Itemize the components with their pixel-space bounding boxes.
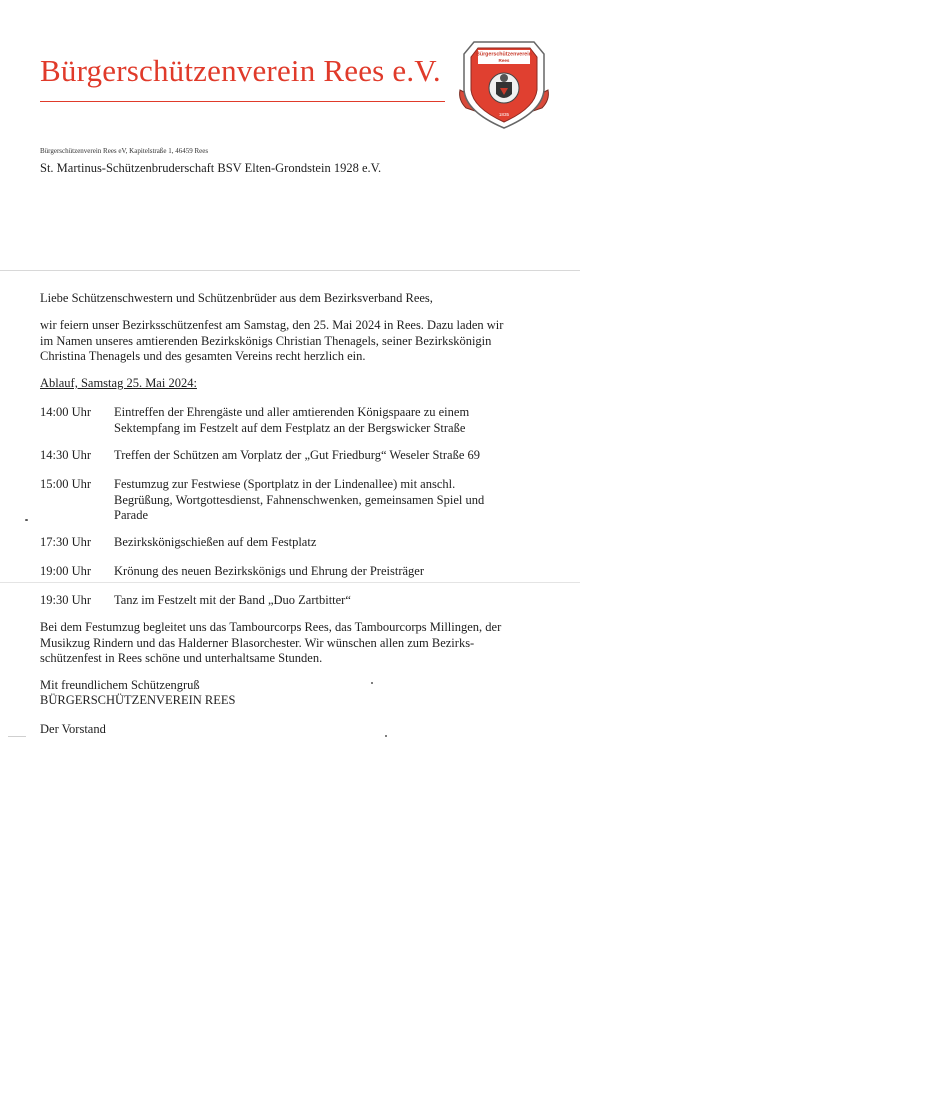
scan-fold-line — [8, 736, 26, 737]
closing-line: Musikzug Rindern und das Halderner Blasorchester. Wir wünschen allen zum Bezirks- — [40, 635, 475, 650]
schedule-time: 19:00 Uhr — [40, 564, 92, 578]
schedule-line: Krönung des neuen Bezirkskönigs und Ehrung der Preisträger — [114, 564, 424, 578]
closing-line: Bei dem Festumzug begleitet uns das Tambourcorps Rees, das Tambourcorps Millingen, der — [40, 620, 502, 634]
schedule-time: 14:30 Uhr — [40, 448, 92, 462]
schedule-time: 19:30 Uhr — [40, 593, 92, 607]
schedule-description — [114, 448, 514, 464]
schedule-line: Treffen der Schützen am Vorplatz der „Gut Friedburg“ Weseler Straße 69 — [114, 448, 481, 462]
logo-year: 1835 — [498, 112, 510, 117]
intro-paragraph — [40, 318, 530, 365]
schedule-line: Parade — [114, 508, 149, 522]
intro-line: im Namen unseres amtierenden Bezirkskönigs Christian Thenagels, seiner Bezirkskönigin — [40, 333, 492, 348]
schedule-heading: Ablauf, Samstag 25. Mai 2024: — [40, 376, 197, 390]
closing-greeting: Mit freundlichem Schützengruß — [40, 678, 200, 692]
schedule-time: 14:00 Uhr — [40, 405, 92, 419]
schedule-line: Sektempfang im Festzelt auf dem Festplatz an der Bergswicker Straße — [114, 420, 466, 435]
schedule-description — [114, 477, 514, 524]
schedule-description — [114, 593, 514, 609]
logo-top-text: Bürgerschützenverein — [476, 51, 532, 58]
schedule-line: Eintreffen der Ehrengäste und aller amtierenden Königspaare zu einem — [114, 405, 470, 419]
schedule-time: 17:30 Uhr — [40, 535, 92, 549]
letterhead-title: Bürgerschützenverein Rees e.V. — [40, 53, 441, 88]
letterhead-rule — [40, 101, 445, 102]
closing-paragraph — [40, 620, 530, 667]
signature: Der Vorstand — [40, 722, 106, 736]
schedule-line: Bezirkskönigschießen auf dem Festplatz — [114, 535, 317, 549]
schedule-line: Festumzug zur Festwiese (Sportplatz in der Lindenallee) mit anschl. — [114, 477, 456, 491]
scan-speck — [385, 735, 387, 737]
scan-fold-line — [0, 270, 580, 271]
club-crest-logo — [456, 38, 552, 130]
closing-line: schützenfest in Rees schöne und unterhaltsame Stunden. — [40, 651, 323, 665]
schedule-line: Tanz im Festzelt mit der Band „Duo Zartbitter“ — [114, 593, 351, 607]
scan-fold-line — [0, 582, 580, 583]
schedule-description — [114, 405, 514, 436]
logo-sub-text: Rees — [498, 58, 510, 63]
intro-line: Christina Thenagels und des gesamten Vereins recht herzlich ein. — [40, 349, 366, 363]
scan-speck — [25, 519, 28, 521]
recipient-name: St. Martinus-Schützenbruderschaft BSV Elten-Grondstein 1928 e.V. — [40, 161, 382, 175]
scan-speck — [371, 682, 373, 684]
club-name: BÜRGERSCHÜTZENVEREIN REES — [40, 693, 236, 707]
schedule-description — [114, 564, 514, 580]
schedule-line: Begrüßung, Wortgottesdienst, Fahnenschwenken, gemeinsamen Spiel und — [114, 492, 485, 507]
schedule-description — [114, 535, 514, 551]
salutation: Liebe Schützenschwestern und Schützenbrüder aus dem Bezirksverband Rees, — [40, 291, 433, 305]
sender-address: Bürgerschützenverein Rees eV, Kapitelstraße 1, 46459 Rees — [40, 147, 209, 155]
intro-line: wir feiern unser Bezirksschützenfest am Samstag, den 25. Mai 2024 in Rees. Dazu laden wir — [40, 318, 504, 332]
schedule-time: 15:00 Uhr — [40, 477, 92, 491]
